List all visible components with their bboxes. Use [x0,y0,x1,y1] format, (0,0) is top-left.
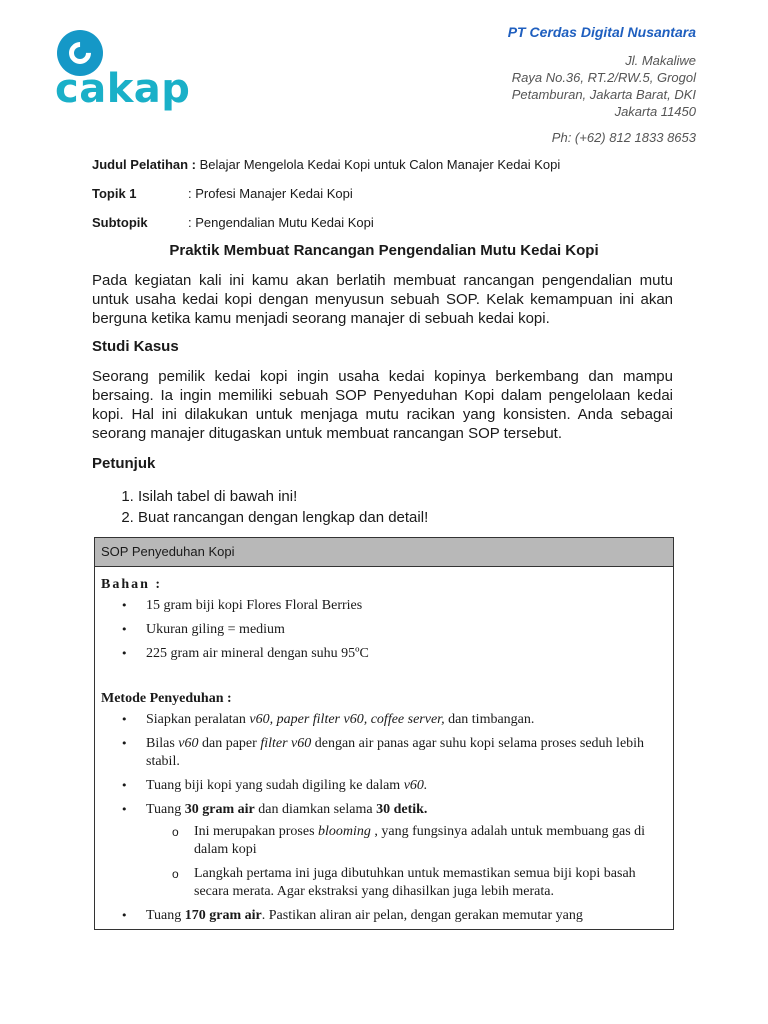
sub-list-item: o Langkah pertama ini juga dibutuhkan untuk memastikan semua biji kopi basah secara merata. Agar ekstraksi yang dihasilkan juga lebih merata. [194,865,667,901]
judul-value: Belajar Mengelola Kedai Kopi untuk Calon Manajer Kedai Kopi [199,157,561,172]
bahan-list [101,597,667,663]
petunjuk-list [92,486,428,528]
address-line: Jakarta 11450 [614,104,696,119]
logo-text: cakap [55,66,191,112]
list-item: 1. Isilah tabel di bawah ini! [138,486,428,507]
page-title: Praktik Membuat Rancangan Pengendalian Mutu Kedai Kopi [169,242,599,259]
judul-row [92,157,560,172]
topik-value: : Profesi Manajer Kedai Kopi [188,186,353,201]
intro-paragraph: Pada kegiatan kali ini kamu akan berlatih membuat rancangan pengendalian mutu untuk usaha kedai kopi dengan menyusun sebuah SOP. Kelak kemampuan ini akan berguna ketika kamu menjadi seorang manajer di sebuah kedai kopi. [92,272,673,327]
list-item: • Bilas v60 dan paper filter v60 dengan air panas agar suhu kopi selama proses seduh lebih stabil. [146,735,667,771]
studi-kasus-heading: Studi Kasus [92,338,179,355]
judul-label: Judul Pelatihan : [92,157,197,172]
studi-kasus-paragraph: Seorang pemilik kedai kopi ingin usaha kedai kopinya berkembang dan mampu bersaing. Ia ingin memiliki sebuah SOP Penyeduhan Kopi dalam pengelolaan kedai kopi. Hal ini dilakukan untuk menjaga mutu racikan yang konsisten. Anda sebagai seorang manajer ditugaskan untuk membuat rancangan SOP tersebut. [92,368,673,442]
list-item: • Siapkan peralatan v60, paper filter v60, coffee server, dan timbangan. [146,711,667,729]
address-line: Jl. Makaliwe [625,53,696,68]
list-item: • Tuang 30 gram air dan diamkan selama 30 detik. o Ini merupakan proses blooming , yang fungsinya adalah untuk membuang gas di dalam kopi o Langkah pertama ini juga dibutuhkan untuk memastikan semua biji kopi basah secara merata. Agar ekstraksi yang dihasilkan juga lebih merata. [146,801,667,901]
bahan-title: Bahan : [101,577,163,592]
company-name: PT Cerdas Digital Nusantara [507,24,696,40]
sop-table-body [95,567,673,925]
list-item: 2. Buat rancangan dengan lengkap dan detail! [138,507,428,528]
cakap-logo [55,30,195,120]
list-item: • Tuang 170 gram air. Pastikan aliran air pelan, dengan gerakan memutar yang [146,907,667,925]
address-line: Raya No.36, RT.2/RW.5, Grogol [511,70,696,85]
list-item: • 15 gram biji kopi Flores Floral Berries [146,597,667,615]
company-info [508,24,696,145]
metode-list [101,711,667,925]
subtopik-row [92,215,374,230]
list-item: • Ukuran giling = medium [146,621,667,639]
subtopik-value: : Pengendalian Mutu Kedai Kopi [188,215,374,230]
address-line: Petamburan, Jakarta Barat, DKI [511,87,696,102]
petunjuk-heading: Petunjuk [92,455,156,472]
topik-label: Topik 1 [92,186,137,201]
metode-title: Metode Penyeduhan : [101,691,232,706]
sop-table-header: SOP Penyeduhan Kopi [95,538,673,567]
list-item: • Tuang biji kopi yang sudah digiling ke dalam v60. [146,777,667,795]
list-item: • 225 gram air mineral dengan suhu 95ºC [146,645,667,663]
subtopik-label: Subtopik [92,215,148,230]
sub-list-item: o Ini merupakan proses blooming , yang fungsinya adalah untuk membuang gas di dalam kopi [194,823,667,859]
topik-row [92,186,353,201]
company-phone: Ph: (+62) 812 1833 8653 [551,130,696,145]
sop-table [94,537,674,930]
sub-list [146,823,667,901]
